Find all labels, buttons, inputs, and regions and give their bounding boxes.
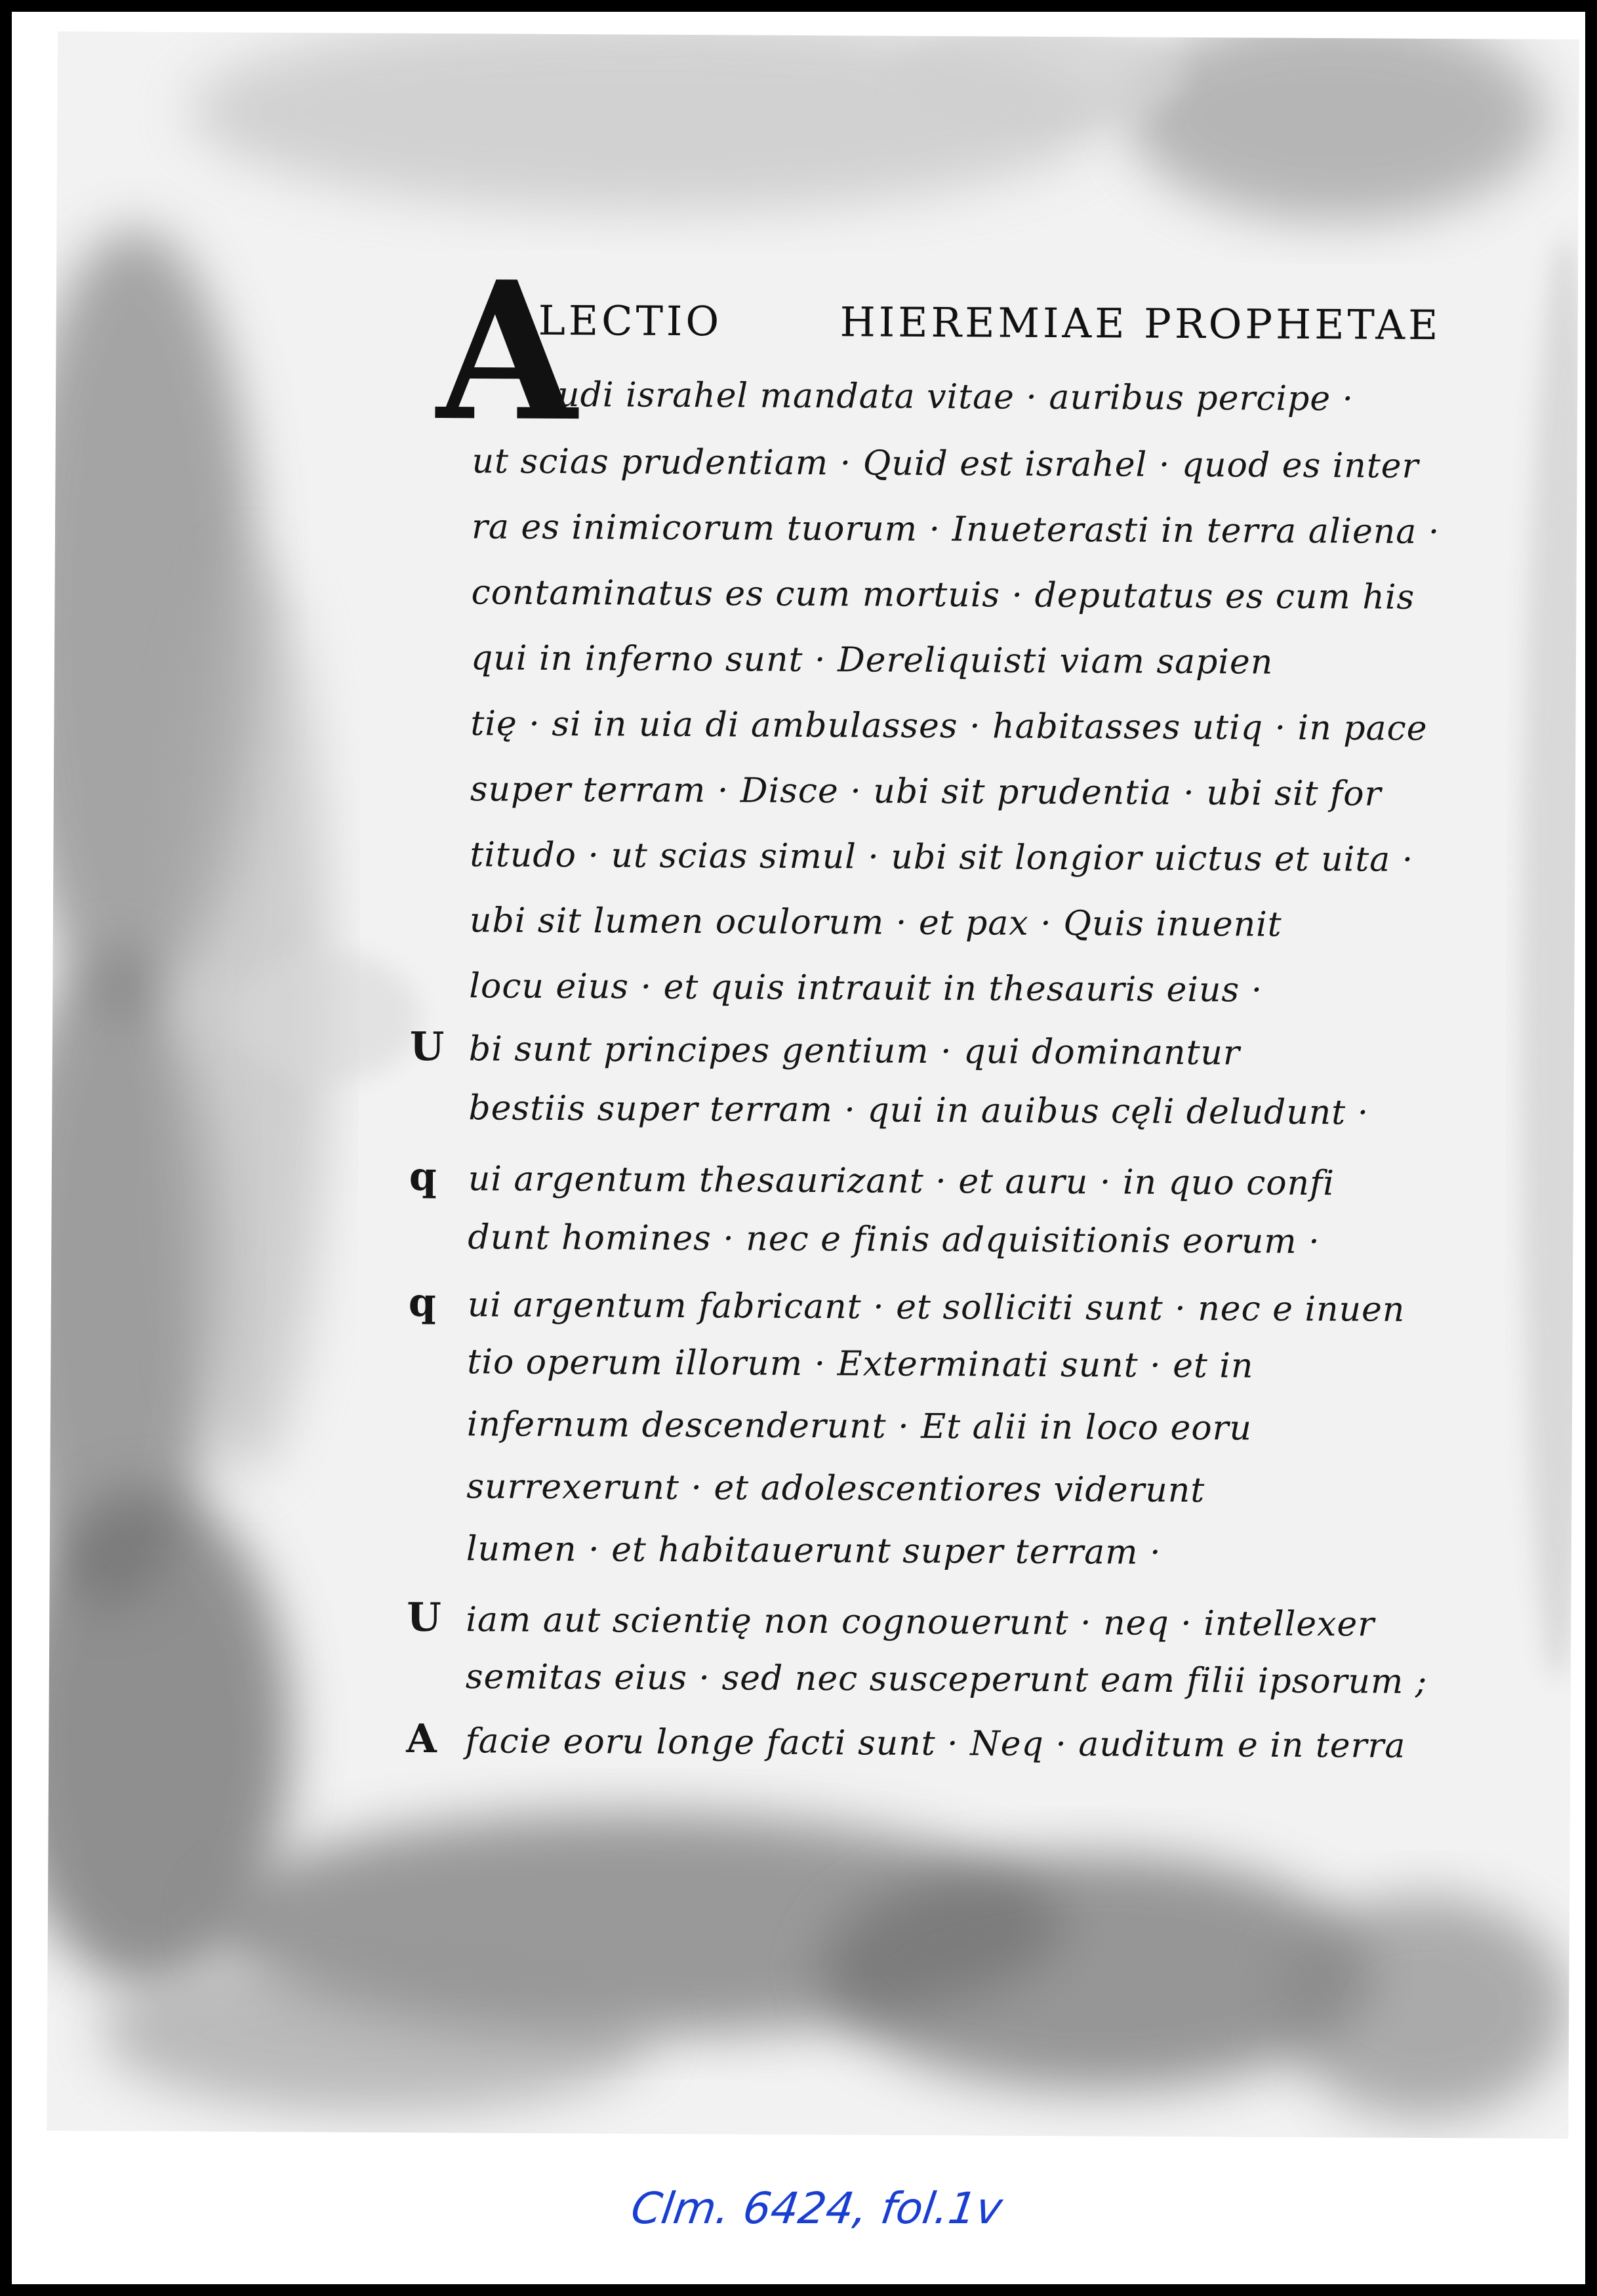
line-text: ui argentum thesaurizant · et auru · in quo confi bbox=[468, 1159, 1335, 1204]
manuscript-line: qui in inferno sunt · Dereliquisti viam sapien bbox=[470, 638, 1274, 682]
versal-letter: U bbox=[407, 1594, 442, 1641]
photograph-sheet bbox=[12, 12, 1585, 2284]
manuscript-line: ubi sit lumen oculorum · et pax · Quis inuenit bbox=[469, 901, 1282, 945]
line-text: ui argentum fabricant · et solliciti sunt · nec e inuen bbox=[467, 1285, 1405, 1330]
manuscript-leaf bbox=[47, 31, 1579, 2139]
versal-letter: q bbox=[408, 1279, 437, 1326]
manuscript-line: udi israhel mandata vitae · auribus percipe · bbox=[557, 375, 1354, 419]
manuscript-line bbox=[410, 1024, 1240, 1075]
versal-letter: A bbox=[406, 1715, 438, 1763]
line-text: iam aut scientię non cognouerunt · neq · intellexer bbox=[466, 1600, 1375, 1645]
manuscript-line: surrexerunt · et adolescentiores viderunt bbox=[466, 1467, 1205, 1511]
manuscript-line: ut scias prudentiam · Quid est israhel · quod es inter bbox=[472, 441, 1419, 486]
manuscript-line: bestiis super terram · qui in auibus cęli deludunt · bbox=[468, 1088, 1369, 1133]
illuminated-initial: A bbox=[436, 240, 578, 464]
manuscript-line: tio operum illorum · Exterminati sunt · et in bbox=[467, 1342, 1254, 1386]
manuscript-line bbox=[406, 1716, 1405, 1767]
manuscript-line bbox=[409, 1154, 1335, 1204]
manuscript-line: dunt homines · nec e finis adquisitionis eorum · bbox=[468, 1218, 1320, 1262]
versal-letter: q bbox=[409, 1153, 438, 1200]
manuscript-line: lumen · et habitauerunt super terram · bbox=[466, 1529, 1162, 1572]
title-lectio: LECTIO bbox=[538, 296, 723, 346]
manuscript-line: ra es inimicorum tuorum · Inueterasti in terra aliena · bbox=[471, 507, 1440, 552]
versal-letter: U bbox=[409, 1023, 445, 1071]
text-block bbox=[360, 240, 1457, 1771]
manuscript-line: infernum descenderunt · Et alii in loco eoru bbox=[466, 1404, 1253, 1448]
manuscript-line bbox=[407, 1595, 1375, 1646]
manuscript-line: super terram · Disce · ubi sit prudentia · ubi sit for bbox=[470, 769, 1382, 814]
manuscript-line: contaminatus es cum mortuis · deputatus es cum his bbox=[471, 573, 1415, 617]
manuscript-line: locu eius · et quis intrauit in thesauris eius · bbox=[469, 966, 1263, 1010]
title-prophet: HIEREMIAE PROPHETAE bbox=[839, 298, 1442, 350]
manuscript-line: titudo · ut scias simul · ubi sit longior uictus et uita · bbox=[470, 835, 1414, 880]
manuscript-line bbox=[409, 1280, 1405, 1331]
manuscript-line: semitas eius · sed nec susceperunt eam filii ipsorum ; bbox=[465, 1657, 1428, 1702]
line-text: facie eoru longe facti sunt · Neq · auditum e in terra bbox=[465, 1721, 1406, 1766]
manuscript-line: tię · si in uia di ambulasses · habitasses utiq · in pace bbox=[470, 704, 1428, 748]
shelfmark-caption: Clm. 6424, fol.1v bbox=[628, 2183, 1005, 2234]
line-text: bi sunt principes gentium · qui dominantur bbox=[468, 1029, 1241, 1073]
